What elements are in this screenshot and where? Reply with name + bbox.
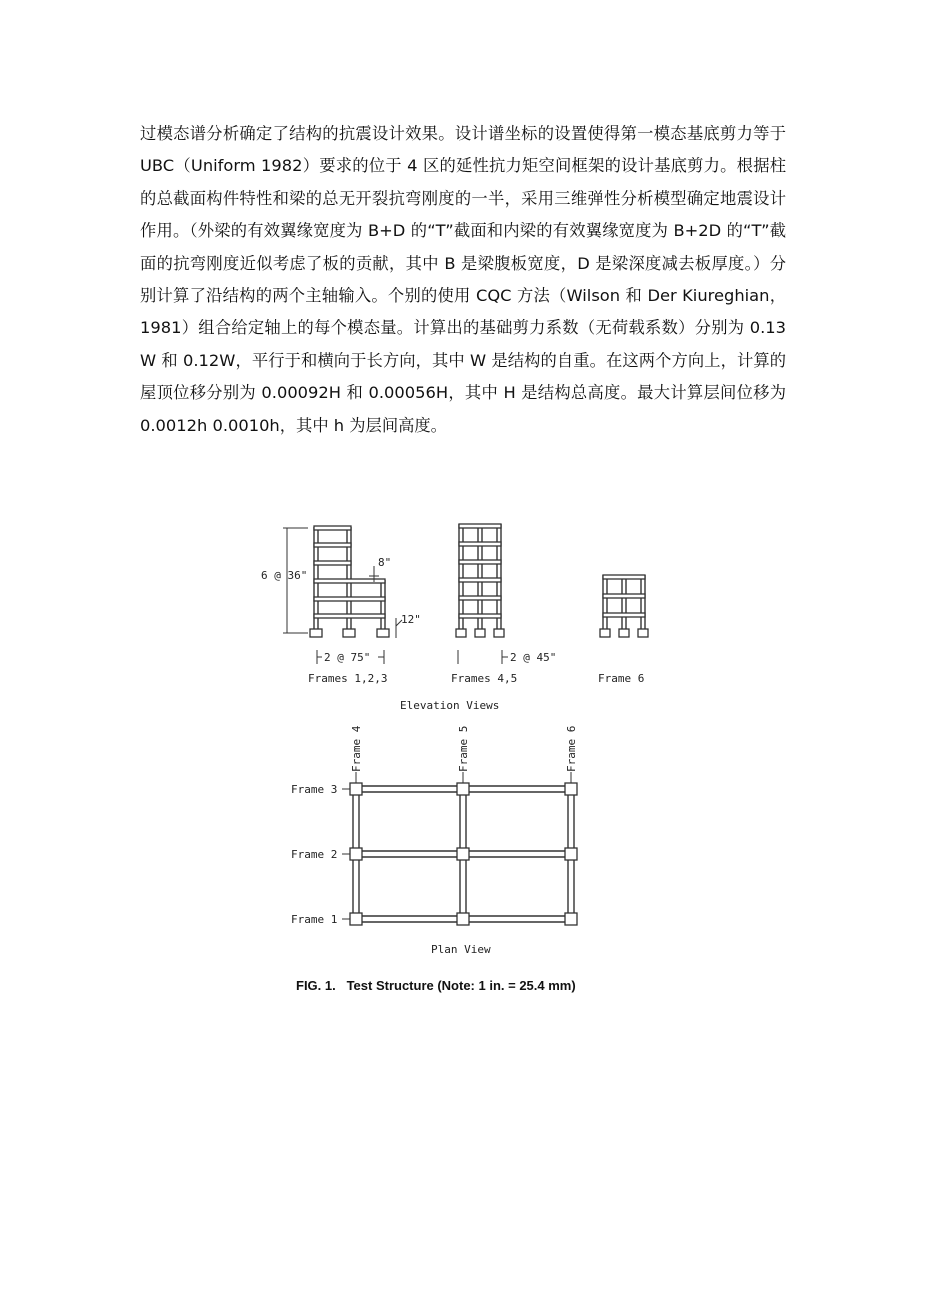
plan-view bbox=[291, 725, 578, 956]
plan-label-frame-2: Frame 2 bbox=[291, 848, 338, 861]
plan-label-frame-6: Frame 6 bbox=[565, 725, 578, 772]
plan-label-frame-1: Frame 1 bbox=[291, 913, 338, 926]
figure-caption: FIG. 1. Test Structure (Note: 1 in. = 25.4 mm) bbox=[296, 978, 576, 993]
plan-label-frame-4: Frame 4 bbox=[350, 725, 363, 772]
elevation-frames-123 bbox=[261, 526, 421, 685]
elevation-frames-45 bbox=[451, 524, 556, 685]
label-frames-45: Frames 4,5 bbox=[451, 672, 518, 685]
label-frame-6: Frame 6 bbox=[598, 672, 645, 685]
elevation-frame-6 bbox=[598, 575, 648, 685]
dim-story-height: 6 @ 36" bbox=[261, 569, 308, 582]
dim-span-frames-45: 2 @ 45" bbox=[510, 651, 557, 664]
dim-span-frames-123: 2 @ 75" bbox=[324, 651, 371, 664]
plan-view-title: Plan View bbox=[431, 943, 491, 956]
dim-beam-depth: 8" bbox=[378, 556, 392, 569]
dim-column-width: 12" bbox=[401, 613, 421, 626]
plan-label-frame-5: Frame 5 bbox=[457, 725, 470, 772]
plan-label-frame-3: Frame 3 bbox=[291, 783, 338, 796]
elevation-views-title: Elevation Views bbox=[400, 699, 500, 712]
body-paragraph: 过模态谱分析确定了结构的抗震设计效果。设计谱坐标的设置使得第一模态基底剪力等于 UBC（Uniform 1982）要求的位于 4 区的延性抗力矩空间框架的设计基底剪力。根据柱的总截面构件特性和梁的总无开裂抗弯刚度的一半，采用三维弹性分析模型确定地震设计作用。（外梁的有效翼缘宽度为 B+D 的“T”截面和内梁的有效翼缘宽度为 B+2D 的“T”截面的抗弯刚度近似考虑了板的贡献，其中 B 是梁腹板宽度，D 是梁深度减去板厚度。）分别计算了沿结构的两个主轴输入。个别的使用 CQC 方法（Wilson 和 Der Kiureghian，1981）组合给定轴上的每个模态量。计算出的基础剪力系数（无荷载系数）分别为 0.13W 和 0.12W，平行于和横向于长方向，其中 W 是结构的自重。在这两个方向上，计算的屋顶位移分别为 0.00092H 和 0.00056H，其中 H 是结构总高度。最大计算层间位移为 0.0012h 0.0010h，其中 h 为层间高度。 bbox=[140, 124, 786, 435]
label-frames-123: Frames 1,2,3 bbox=[308, 672, 388, 685]
